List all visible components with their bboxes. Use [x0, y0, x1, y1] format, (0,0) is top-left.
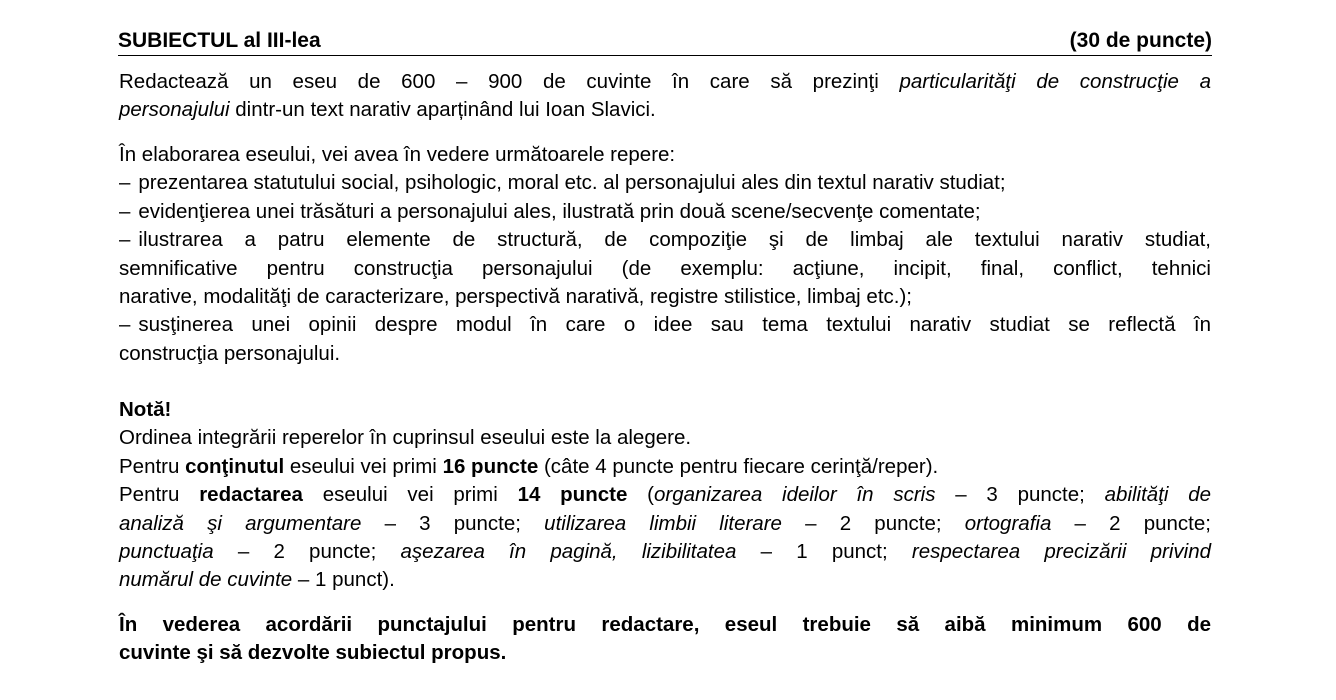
guideline-item-4-cont-1: construcţia personajului. [119, 341, 341, 365]
guideline-item-2: – evidenţierea unei trăsături a personajului ales, ilustrată prin două scene/secvenţe comentate; [119, 199, 981, 223]
subject-points: (30 de puncte) [1069, 29, 1212, 52]
final-requirement [119, 611, 1211, 668]
guideline-item-1: – prezentarea statutului social, psihologic, moral etc. al personajului ales din textul narativ studiat; [119, 171, 1006, 195]
note-section [119, 396, 1211, 595]
task-line-2: personajului dintr-un text narativ aparținând lui Ioan Slavici. [119, 98, 656, 122]
note-writing-score-line-2: analiză şi argumentare – 3 puncte; utilizarea limbii literare – 2 puncte; ortografia – 2 puncte; [119, 511, 1211, 535]
note-writing-score-line-3: punctuaţia – 2 puncte; aşezarea în pagină, lizibilitatea – 1 punct; respectarea precizării privind [119, 540, 1212, 564]
task-line-1: Redactează un eseu de 600 – 900 de cuvinte în care să prezinţi particularităţi de construcţie a [119, 70, 1211, 93]
final-line-1: În vederea acordării punctajului pentru redactare, eseul trebuie să aibă minimum 600 de [119, 613, 1211, 636]
final-line-2: cuvinte şi să dezvolte subiectul propus. [119, 641, 507, 665]
task-statement [119, 68, 1211, 125]
note-title: Notă! [119, 398, 172, 421]
guidelines-list [119, 141, 1211, 368]
guideline-item-3: – ilustrarea a patru elemente de structură, de compoziţie şi de limbaj ale textului narativ studiat, [119, 228, 1211, 252]
guidelines-lead: În elaborarea eseului, vei avea în vedere următoarele repere: [119, 143, 676, 166]
guideline-item-4: – susţinerea unei opinii despre modul în care o idee sau tema textului narativ studiat se reflectă în [119, 313, 1211, 337]
note-writing-score-line-1: Pentru redactarea eseului vei primi 14 puncte (organizarea ideilor în scris – 3 puncte; abilităţi de [119, 483, 1212, 507]
guideline-item-3-cont-2: narative, modalităţi de caracterizare, perspectivă narativă, registre stilistice, limbaj etc.); [119, 285, 912, 309]
note-content-score: Pentru conţinutul eseului vei primi 16 puncte (câte 4 puncte pentru fiecare cerinţă/reper). [119, 454, 939, 478]
note-order: Ordinea integrării reperelor în cuprinsul eseului este la alegere. [119, 426, 692, 450]
subject-title: SUBIECTUL al III-lea [118, 29, 321, 52]
guideline-item-3-cont-1: semnificative pentru construcţia personajului (de exemplu: acţiune, incipit, final, conflict, tehnici [119, 256, 1211, 280]
subject-header [118, 28, 1212, 56]
note-writing-score-line-4: numărul de cuvinte – 1 punct). [119, 568, 395, 592]
